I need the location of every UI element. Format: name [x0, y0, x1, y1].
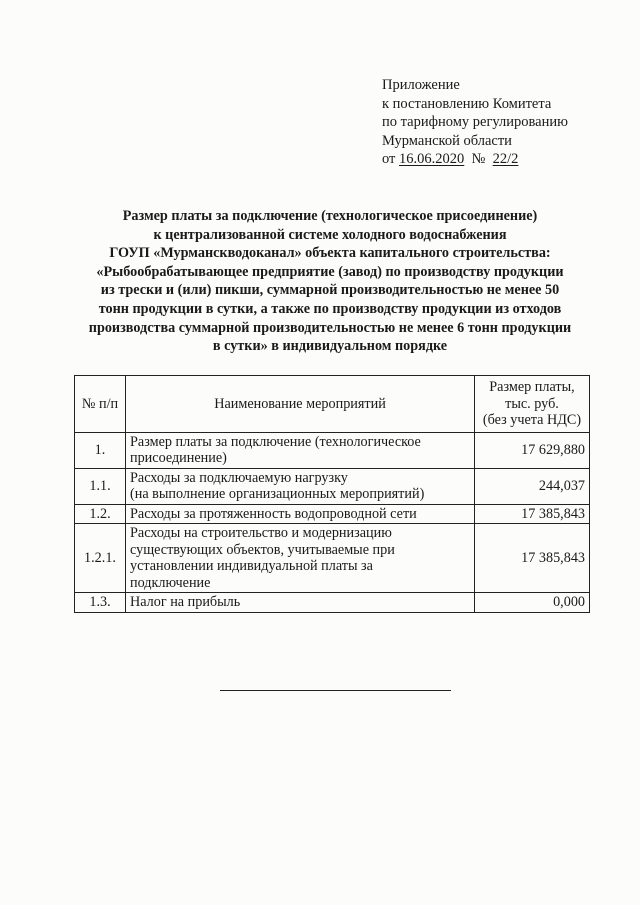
title-line: в сутки» в индивидуальном порядке — [212, 338, 448, 355]
row-value: 244,037 — [475, 468, 590, 504]
header-value-line: тыс. руб. — [505, 395, 559, 412]
title-line: производства суммарной производительностью не менее 6 тонн продукции — [88, 319, 572, 336]
header-value-line: Размер платы, — [489, 379, 575, 395]
row-num: 1.2. — [75, 504, 126, 524]
fees-table — [74, 375, 590, 613]
row-value: 17 629,880 — [475, 432, 590, 468]
appendix-block — [382, 76, 568, 169]
title-line: «Рыбообрабатывающее предприятие (завод) по производству продукции — [96, 263, 564, 280]
row-name-line: присоединение) — [130, 450, 227, 466]
header-name: Наименование мероприятий — [126, 376, 475, 433]
table-row — [75, 593, 590, 613]
row-name-line: Налог на прибыль — [130, 594, 241, 610]
row-value: 0,000 — [475, 593, 590, 613]
row-name-line: Расходы на строительство и модернизацию — [130, 525, 392, 541]
title-line: из трески и (или) пикши, суммарной производительностью не менее 50 — [100, 282, 560, 299]
table-row — [75, 468, 590, 504]
row-name — [126, 504, 475, 524]
row-name-line: существующих объектов, учитываемые при — [130, 541, 395, 558]
table-row — [75, 524, 590, 593]
number-sign: № — [471, 151, 486, 168]
table-row — [75, 504, 590, 524]
appendix-date-line — [382, 150, 568, 169]
row-value: 17 385,843 — [475, 524, 590, 593]
appendix-line: к постановлению Комитета — [382, 95, 552, 112]
closing-line — [220, 690, 451, 691]
appendix-line: Приложение — [382, 77, 460, 93]
appendix-line: Мурманской области — [382, 132, 512, 149]
resolution-number: 22/2 — [492, 151, 519, 168]
row-name-line: (на выполнение организационных мероприятий) — [130, 486, 425, 502]
row-num: 1. — [75, 432, 126, 468]
header-value-line: (без учета НДС) — [482, 412, 582, 428]
row-num: 1.1. — [75, 468, 126, 504]
resolution-date: 16.06.2020 — [399, 151, 465, 168]
row-value: 17 385,843 — [475, 504, 590, 524]
row-num: 1.3. — [75, 593, 126, 613]
date-prefix: от — [382, 151, 396, 168]
header-num: № п/п — [75, 376, 126, 433]
row-name-line: установлении индивидуальной платы за — [130, 558, 373, 574]
title-line: тонн продукции в сутки, а также по производству продукции из отходов — [98, 300, 562, 317]
table-header-row — [75, 376, 590, 433]
appendix-line: по тарифному регулированию — [382, 114, 568, 131]
row-name-line: Размер платы за подключение (технологическое — [130, 433, 421, 450]
document-title — [56, 207, 604, 356]
row-name — [126, 468, 475, 504]
title-line: ГОУП «Мурманскводоканал» объекта капитального строительства: — [109, 245, 551, 262]
title-line: к централизованной системе холодного водоснабжения — [153, 226, 507, 243]
row-name — [126, 593, 475, 613]
row-name-line: подключение — [130, 574, 211, 591]
row-num: 1.2.1. — [75, 524, 126, 593]
row-name-line: Расходы за подключаемую нагрузку — [130, 469, 348, 486]
row-name-line: Расходы за протяженность водопроводной сети — [130, 505, 417, 522]
title-line: Размер платы за подключение (технологическое присоединение) — [122, 208, 538, 224]
table-row — [75, 432, 590, 468]
row-name — [126, 524, 475, 593]
header-value — [475, 376, 590, 433]
row-name — [126, 432, 475, 468]
